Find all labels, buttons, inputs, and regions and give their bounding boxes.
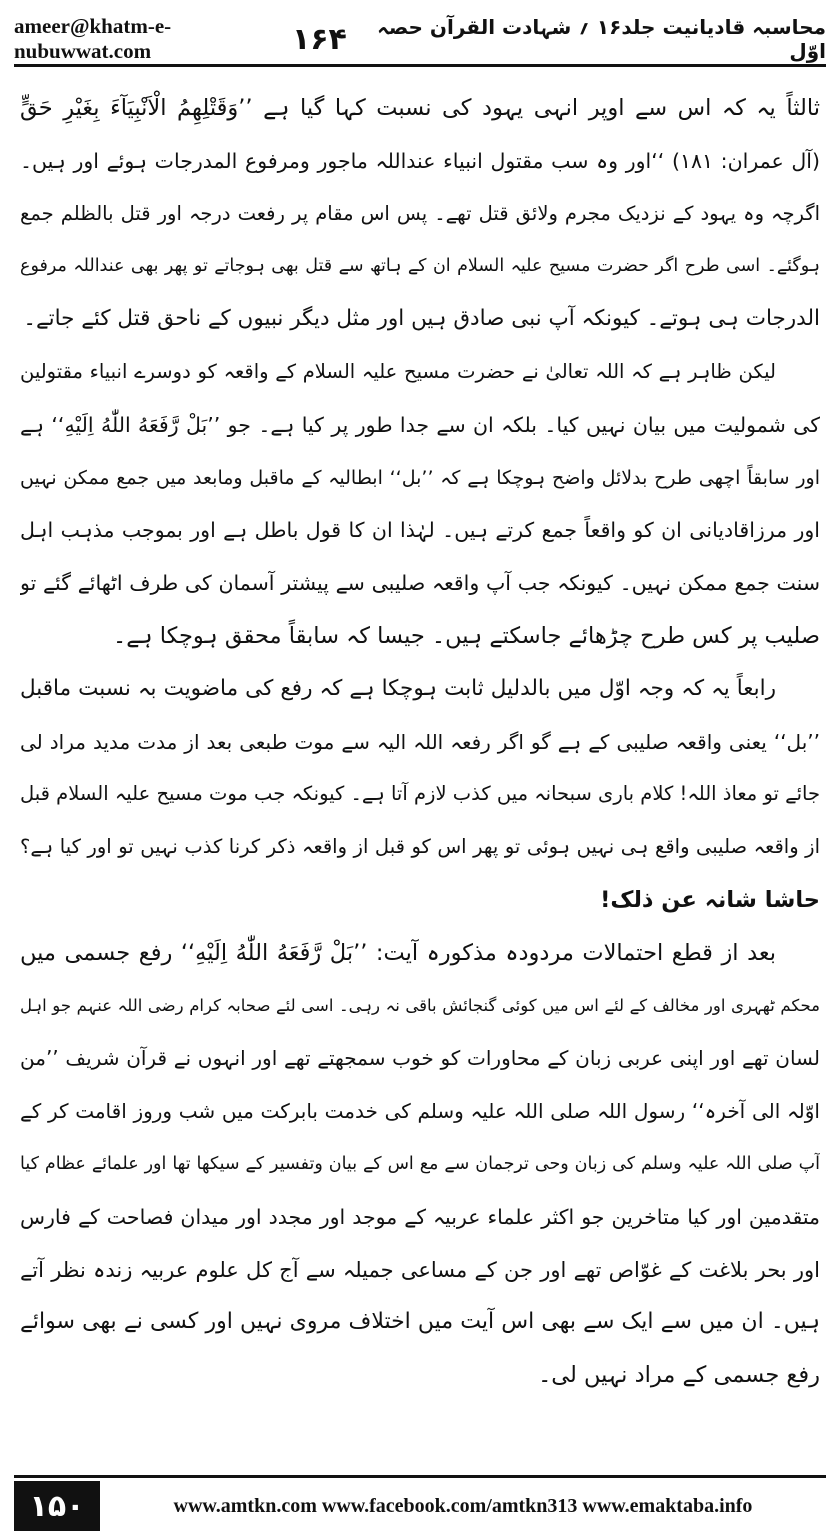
page-body xyxy=(20,82,820,1457)
text-line-19: لسان تھے اور اپنی عربی زبان کے محاورات کو خوب سمجھتے تھے اور انہوں نے قرآن شریف ’’من xyxy=(20,1046,820,1071)
text-line-4: ہوگئے۔ اسی طرح اگر حضرت مسیح علیہ السلام ان کے ہاتھ سے قتل بھی ہوجاتے تو پھر بھی عنداللہ مرفوع xyxy=(20,256,820,277)
header-title-group xyxy=(292,15,826,63)
text-line-22: متقدمین اور کیا متاخرین جو اکثر علماء عربیہ کے موجد اور مجدد اور میدان فصاحت کے فارس xyxy=(20,1204,820,1229)
text-line-23: اور بحر بلاغت کے غوّاص تھے اور جن کے مساعی جمیلہ سے آج کل علوم عربیہ زندہ نظر آتے xyxy=(20,1257,820,1282)
text-line-6: لیکن ظاہر ہے کہ اللہ تعالیٰ نے حضرت مسیح علیہ السلام کے واقعہ کو دوسرے انبیاء مقتولین xyxy=(20,359,776,383)
header-email: ameer@khatm-e-nubuwwat.com xyxy=(14,14,172,63)
page-header xyxy=(14,14,826,67)
text-line-8: اور سابقاً اچھی طرح بدلائل واضح ہوچکا ہے کہ ’’بل‘‘ ابطالیہ کے ماقبل ومابعد میں جمع ممکن نہیں xyxy=(20,466,820,489)
text-line-14: جائے تو معاذ اللہ! کلام باری سبحانہ میں کذب لازم آتا ہے۔ کیونکہ جب موت مسیح علیہ السلام قبل xyxy=(20,782,820,806)
text-line-10: سنت جمع ممکن نہیں۔ کیونکہ جب آپ واقعہ صلیبی سے پیشتر آسمان کی طرف اٹھائے گئے تو xyxy=(20,571,820,596)
text-line-21: آپ صلی اللہ علیہ وسلم کی زبان وحی ترجمان سے مع اس کے بیان وتفسیر کے سیکھا تھا اور علمائے عظام کیا xyxy=(20,1153,820,1174)
text-line-25: رفع جسمی کے مراد نہیں لی۔ xyxy=(538,1362,820,1389)
footer-page-number: ۱۵۰ xyxy=(14,1481,100,1531)
text-line-5: الدرجات ہی ہوتے۔ کیونکہ آپ نبی صادق ہیں اور مثل دیگر نبیوں کے ناحق قتل کئے جاتے۔ xyxy=(23,306,820,332)
bold-phrase: حاشا شانہ عن ذلک! xyxy=(600,886,820,913)
text-line-18: محکم ٹھہری اور مخالف کے لئے اس میں کوئی گنجائش باقی نہ رہی۔ اسی لئے صحابہ کرام رضی اللہ عنہم جو اہل xyxy=(20,995,820,1015)
text-line-24: ہیں۔ ان میں سے ایک سے بھی اس آیت میں اختلاف مروی نہیں اور کسی نے بھی سوائے xyxy=(20,1309,820,1335)
text-line-15: از واقعہ صلیبی واقع ہی نہیں ہوئی تو پھر اس کو قبل از واقعہ ذکر کرنا کذب نہیں تو اور کیا ہے؟ xyxy=(20,835,820,859)
text-line-20: اوّلہ الی آخرہ‘‘ رسول اللہ صلی اللہ علیہ وسلم کی خدمت بابرکت میں شب وروز اقامت کر کے xyxy=(20,1099,820,1124)
text-line-17: بعد از قطع احتمالات مردودہ مذکورہ آیت: ’’بَلْ رَّفَعَهُ اللّٰهُ اِلَيْهِ‘‘ رفع جسمی میں xyxy=(20,939,776,966)
text-line-9: اور مرزاقادیانی ان کو واقعاً جمع کرتے ہیں۔ لہٰذا ان کا قول باطل ہے اور بموجب مذہب اہل xyxy=(20,518,820,543)
text-line-7: کی شمولیت میں بیان نہیں کیا۔ بلکہ ان سے جدا طور پر کیا ہے۔ جو ’’بَلْ رَّفَعَهُ اللّٰهُ اِلَيْهِ‘‘ ہے xyxy=(20,412,820,437)
text-line-13: ’’بل‘‘ یعنی واقعہ صلیبی کے ہے گو اگر رفعہ اللہ الیہ سے موت طبعی بعد از مدت مدید مراد لی xyxy=(20,729,820,754)
page-footer xyxy=(14,1475,826,1534)
text-line-16 xyxy=(20,874,820,927)
text-line-1: ثالثاً یہ کہ اس سے اوپر انہی یہود کی نسبت کہا گیا ہے ’’وَقَتْلِهِمُ الْاَنْبِيَآءَ بِغَيْرِ حَقٍّ xyxy=(20,95,820,121)
text-line-12: رابعاً یہ کہ وجہ اوّل میں بالدلیل ثابت ہوچکا ہے کہ رفع کی ماضویت بہ نسبت ماقبل xyxy=(20,675,776,701)
text-line-11: صلیب پر کس طرح چڑھائے جاسکتے ہیں۔ جیسا کہ سابقاً محقق ہوچکا ہے۔ xyxy=(113,622,820,649)
text-line-2: (آل عمران: ۱۸۱) ‘‘اور وہ سب مقتول انبیاء عنداللہ ماجور ومرفوع المدرجات ہوئے اور ہیں۔ xyxy=(20,148,820,173)
text-line-3: اگرچہ وہ یہود کے نزدیک مجرم ولائق قتل تھے۔ پس اس مقام پر رفعت درجہ اور قتل بالظلم جمع xyxy=(20,201,820,225)
footer-links: www.amtkn.com www.facebook.com/amtkn313 www.emaktaba.info xyxy=(173,1494,753,1517)
header-book-title: محاسبہ قادیانیت جلد۱۶ ؍ شہادت القرآن حصہ اوّل xyxy=(377,15,826,63)
header-page-number: ۱۶۴ xyxy=(291,21,347,57)
